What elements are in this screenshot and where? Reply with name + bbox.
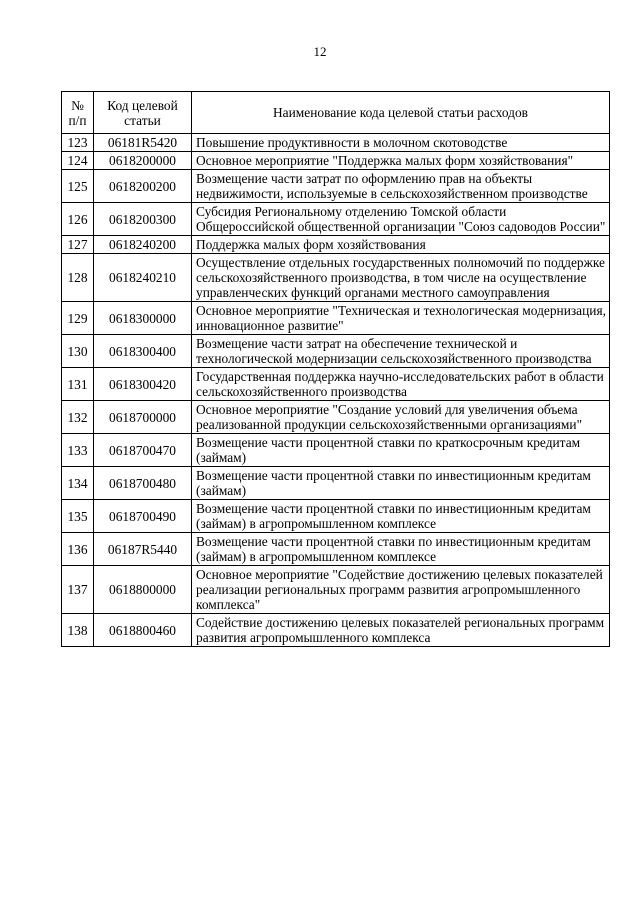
row-name-cell: Повышение продуктивности в молочном скотоводстве: [192, 134, 610, 152]
row-name-cell: Возмещение части процентной ставки по инвестиционным кредитам (займам): [192, 467, 610, 500]
table-row: [62, 134, 610, 152]
row-code-cell: 0618700000: [94, 401, 192, 434]
row-name-cell: Основное мероприятие "Содействие достижению целевых показателей реализации региональных программ развития агропромышленного комплекса": [192, 566, 610, 614]
table-row: [62, 533, 610, 566]
table-row: [62, 467, 610, 500]
table-header-row: [62, 92, 610, 134]
row-name-cell: Основное мероприятие "Создание условий для увеличения объема реализованной продукции сельскохозяйственными организациями": [192, 401, 610, 434]
row-number-cell: 138: [62, 614, 94, 647]
row-code-cell: 0618300420: [94, 368, 192, 401]
row-number-cell: 124: [62, 152, 94, 170]
row-name-cell: Основное мероприятие "Поддержка малых форм хозяйствования": [192, 152, 610, 170]
header-name: Наименование кода целевой статьи расходов: [192, 92, 610, 134]
row-name-cell: Осуществление отдельных государственных полномочий по поддержке сельскохозяйственного производства, в том числе на осуществление управленческих функций органами местного самоуправления: [192, 254, 610, 302]
row-code-cell: 0618800460: [94, 614, 192, 647]
table-row: [62, 152, 610, 170]
row-code-cell: 0618200300: [94, 203, 192, 236]
table-row: [62, 236, 610, 254]
row-number-cell: 123: [62, 134, 94, 152]
row-code-cell: 0618700490: [94, 500, 192, 533]
row-code-cell: 06181R5420: [94, 134, 192, 152]
table-row: [62, 368, 610, 401]
row-name-cell: Возмещение части затрат по оформлению прав на объекты недвижимости, используемые в сельскохозяйственном производстве: [192, 170, 610, 203]
row-number-cell: 127: [62, 236, 94, 254]
table-row: [62, 401, 610, 434]
row-number-cell: 134: [62, 467, 94, 500]
row-name-cell: Поддержка малых форм хозяйствования: [192, 236, 610, 254]
table-row: [62, 566, 610, 614]
row-number-cell: 137: [62, 566, 94, 614]
row-code-cell: 0618700480: [94, 467, 192, 500]
row-name-cell: Возмещение части процентной ставки по инвестиционным кредитам (займам) в агропромышленном комплексе: [192, 533, 610, 566]
row-name-cell: Возмещение части затрат на обеспечение технической и технологической модернизации сельскохозяйственного производства: [192, 335, 610, 368]
row-number-cell: 125: [62, 170, 94, 203]
row-name-cell: Основное мероприятие "Техническая и технологическая модернизация, инновационное развитие": [192, 302, 610, 335]
row-code-cell: 0618300000: [94, 302, 192, 335]
row-code-cell: 0618200200: [94, 170, 192, 203]
table-row: [62, 170, 610, 203]
table-row: [62, 500, 610, 533]
row-name-cell: Возмещение части процентной ставки по инвестиционным кредитам (займам) в агропромышленном комплексе: [192, 500, 610, 533]
row-code-cell: 0618800000: [94, 566, 192, 614]
row-number-cell: 128: [62, 254, 94, 302]
row-number-cell: 132: [62, 401, 94, 434]
row-code-cell: 06187R5440: [94, 533, 192, 566]
budget-codes-table: [61, 91, 610, 647]
row-code-cell: 0618700470: [94, 434, 192, 467]
row-number-cell: 131: [62, 368, 94, 401]
row-number-cell: 129: [62, 302, 94, 335]
row-number-cell: 136: [62, 533, 94, 566]
header-number: № п/п: [62, 92, 94, 134]
row-number-cell: 130: [62, 335, 94, 368]
table-row: [62, 335, 610, 368]
table-row: [62, 434, 610, 467]
row-code-cell: 0618200000: [94, 152, 192, 170]
row-number-cell: 135: [62, 500, 94, 533]
row-code-cell: 0618240200: [94, 236, 192, 254]
row-number-cell: 133: [62, 434, 94, 467]
table-row: [62, 302, 610, 335]
table-row: [62, 614, 610, 647]
header-code: Код целевой статьи: [94, 92, 192, 134]
page-number: 12: [313, 44, 327, 59]
table-row: [62, 203, 610, 236]
row-name-cell: Содействие достижению целевых показателей региональных программ развития агропромышленного комплекса: [192, 614, 610, 647]
row-code-cell: 0618240210: [94, 254, 192, 302]
table-row: [62, 254, 610, 302]
row-code-cell: 0618300400: [94, 335, 192, 368]
row-name-cell: Возмещение части процентной ставки по краткосрочным кредитам (займам): [192, 434, 610, 467]
row-name-cell: Субсидия Региональному отделению Томской области Общероссийской общественной организации "Союз садоводов России": [192, 203, 610, 236]
row-name-cell: Государственная поддержка научно-исследовательских работ в области сельскохозяйственного производства: [192, 368, 610, 401]
row-number-cell: 126: [62, 203, 94, 236]
